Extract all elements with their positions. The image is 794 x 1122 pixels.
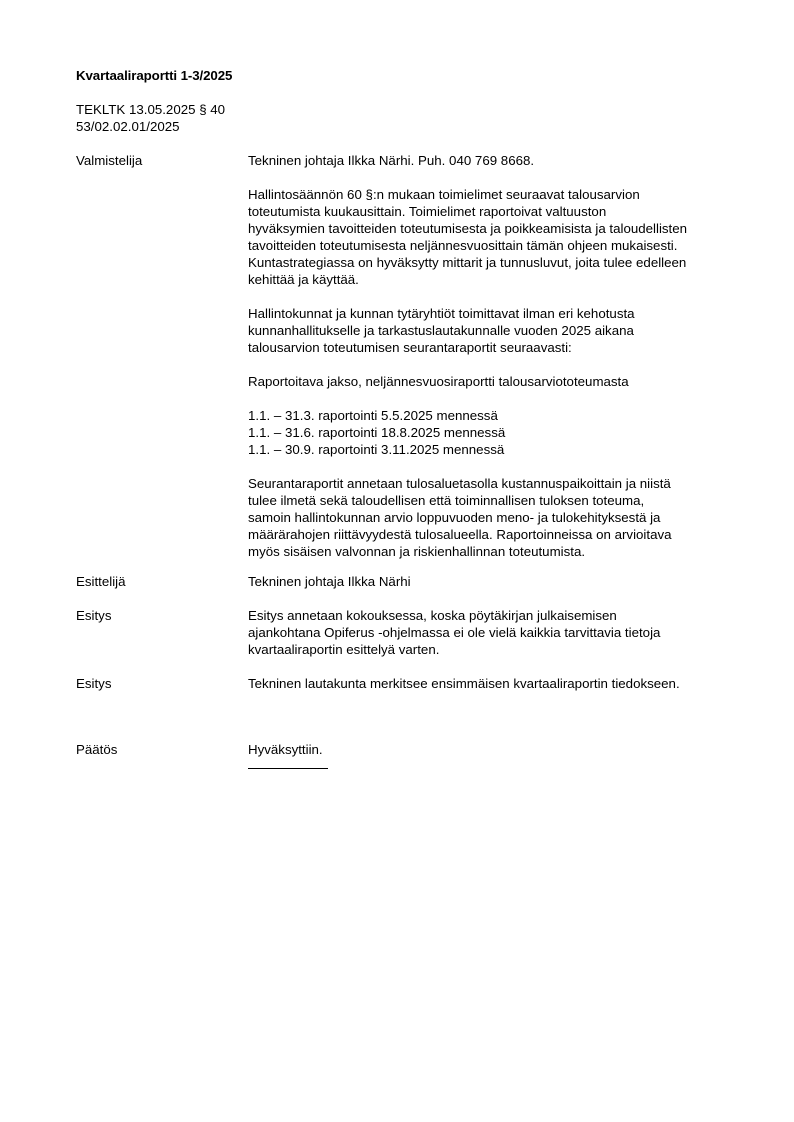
- text-line: hyväksymien tavoitteiden toteutumisesta ja poikkeamisista ja taloudellisten: [248, 221, 688, 236]
- preparer-line: Tekninen johtaja Ilkka Närhi. Puh. 040 769 8668.: [248, 153, 535, 168]
- section-content: [248, 675, 738, 692]
- paragraph-rules: [248, 186, 738, 288]
- text-line: Hallintosäännön 60 §:n mukaan toimielimet seuraavat talousarvion: [248, 187, 640, 202]
- text-line: samoin hallintokunnan arvio loppuvuoden meno- ja tulokehityksestä ja: [248, 510, 661, 525]
- paragraph-reporting: [248, 305, 738, 356]
- text-line: tavoitteiden toteutumisesta neljännesvuosittain tämän ohjeen mukaisesti.: [248, 238, 678, 253]
- section-content: [248, 573, 738, 590]
- text-line: Esitys annetaan kokouksessa, koska pöytäkirjan julkaisemisen: [248, 608, 617, 623]
- proposal-text: Tekninen lautakunta merkitsee ensimmäisen kvartaaliraportin tiedokseen.: [248, 676, 680, 691]
- schedule-item: 1.1. – 31.6. raportointi 18.8.2025 mennessä: [248, 425, 506, 440]
- record-number: 53/02.02.01/2025: [76, 119, 180, 134]
- schedule-item: 1.1. – 30.9. raportointi 3.11.2025 mennessä: [248, 442, 505, 457]
- section-content: [248, 607, 738, 658]
- paragraph-period: Raportoitava jakso, neljännesvuosiraportti talousarviototeumasta: [248, 374, 629, 389]
- section-label: Valmistelija: [76, 153, 143, 168]
- section-label: Esitys: [76, 608, 112, 623]
- text-line: tulee ilmetä sekä taloudellisen että toiminnallisen tuloksen toteuma,: [248, 493, 645, 508]
- decision-underline: [248, 768, 328, 769]
- decision-text: Hyväksyttiin.: [248, 742, 323, 757]
- paragraph-contents: [248, 475, 738, 560]
- section-label: Esittelijä: [76, 574, 126, 589]
- text-line: Seurantaraportit annetaan tulosaluetasolla kustannuspaikoittain ja niistä: [248, 476, 671, 491]
- schedule-item: 1.1. – 31.3. raportointi 5.5.2025 mennessä: [248, 408, 498, 423]
- section-label: Päätös: [76, 742, 118, 757]
- text-line: toteutumista kuukausittain. Toimielimet raportoivat valtuuston: [248, 204, 607, 219]
- reporting-schedule: [248, 407, 738, 458]
- section-content: [248, 741, 738, 769]
- text-line: kunnanhallitukselle ja tarkastuslautakunnalle vuoden 2025 aikana: [248, 323, 634, 338]
- document-meta: [76, 101, 225, 135]
- section-label: Esitys: [76, 676, 112, 691]
- text-line: kehittää ja käyttää.: [248, 272, 359, 287]
- text-line: Hallintokunnat ja kunnan tytäryhtiöt toimittavat ilman eri kehotusta: [248, 306, 635, 321]
- text-line: myös sisäisen valvonnan ja riskienhallinnan toteutumista.: [248, 544, 586, 559]
- text-line: talousarvion toteutumisen seurantaraportit seuraavasti:: [248, 340, 572, 355]
- text-line: kvartaaliraportin esittelyä varten.: [248, 642, 440, 657]
- text-line: ajankohtana Opiferus -ohjelmassa ei ole vielä kaikkia tarvittavia tietoja: [248, 625, 661, 640]
- section-content: [248, 152, 738, 560]
- text-line: Kuntastrategiassa on hyväksytty mittarit ja tunnusluvut, joita tulee edelleen: [248, 255, 687, 270]
- meeting-reference: TEKLTK 13.05.2025 § 40: [76, 102, 226, 117]
- presenter-text: Tekninen johtaja Ilkka Närhi: [248, 574, 411, 589]
- text-line: määrärahojen riittävyydestä tulosalueella. Raportoinneissa on arvioitava: [248, 527, 672, 542]
- document-title: Kvartaaliraportti 1-3/2025: [76, 68, 233, 83]
